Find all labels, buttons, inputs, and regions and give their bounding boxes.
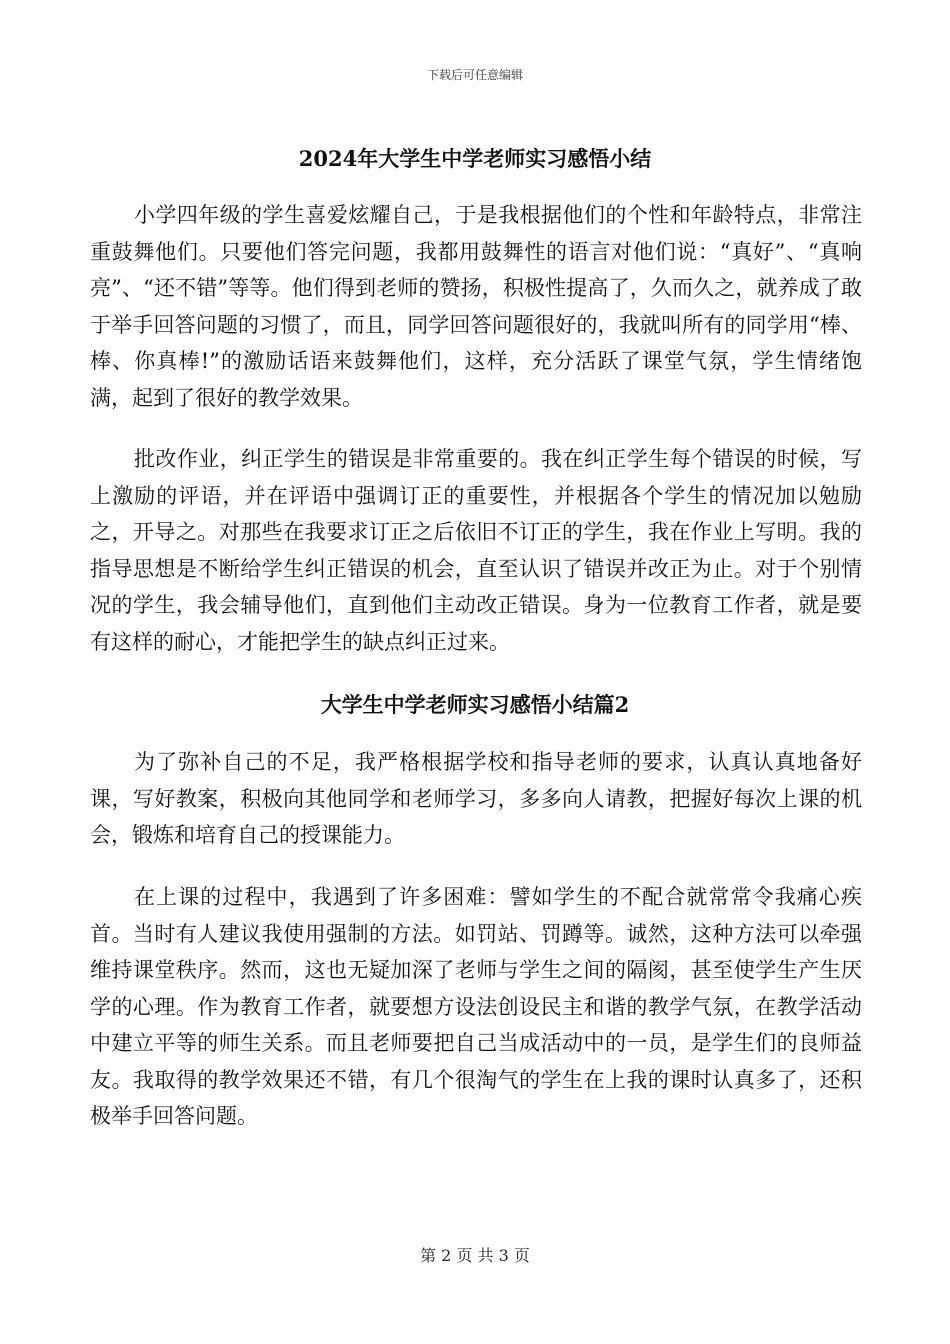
page-footer: 第 2 页 共 3 页 bbox=[420, 1246, 530, 1265]
paragraph: 小学四年级的学生喜爱炫耀自己，于是我根据他们的个性和年龄特点，非常注重鼓舞他们。只要他们答完问题，我都用鼓舞性的语言对他们说：“真好”、“真响亮”、“还不错”等等。他们得到老师的赞扬，积极性提高了，久而久之，就养成了敢于举手回答问题的习惯了，而且，同学回答问题很好的，我就叫所有的同学用“棒、棒、你真棒!”的激励话语来鼓舞他们，这样，充分活跃了课堂气氛，学生情绪饱满，起到了很好的教学效果。 bbox=[90, 203, 862, 410]
paragraph: 批改作业，纠正学生的错误是非常重要的。我在纠正学生每个错误的时候，写上激励的评语，并在评语中强调订正的重要性，并根据各个学生的情况加以勉励之，开导之。对那些在我要求订正之后依旧不订正的学生，我在作业上写明。我的指导思想是不断给学生纠正错误的机会，直至认识了错误并改正为止。对于个别情况的学生，我会辅导他们，直到他们主动改正错误。身为一位教育工作者，就是要有这样的耐心，才能把学生的缺点纠正过来。 bbox=[90, 447, 862, 654]
section-title: 大学生中学老师实习感悟小结篇2 bbox=[320, 692, 630, 717]
paragraph: 在上课的过程中，我遇到了许多困难：譬如学生的不配合就常常令我痛心疾首。当时有人建议我使用强制的方法。如罚站、罚蹲等。诚然，这种方法可以牵强维持课堂秩序。然而，这也无疑加深了老师与学生之间的隔阂，甚至使学生产生厌学的心理。作为教育工作者，就要想方设法创设民主和谐的教学气氛，在教学活动中建立平等的师生关系。而且老师要把自己当成活动中的一员，是学生们的良师益友。我取得的教学效果还不错，有几个很淘气的学生在上我的课时认真多了，还积极举手回答问题。 bbox=[90, 885, 862, 1128]
header-note: 下载后可任意编辑 bbox=[426, 68, 523, 82]
document-title: 2024年大学生中学老师实习感悟小结 bbox=[298, 146, 652, 171]
paragraph: 为了弥补自己的不足，我严格根据学校和指导老师的要求，认真认真地备好课，写好教案，积极向其他同学和老师学习，多多向人请教，把握好每次上课的机会，锻炼和培育自己的授课能力。 bbox=[90, 750, 862, 847]
